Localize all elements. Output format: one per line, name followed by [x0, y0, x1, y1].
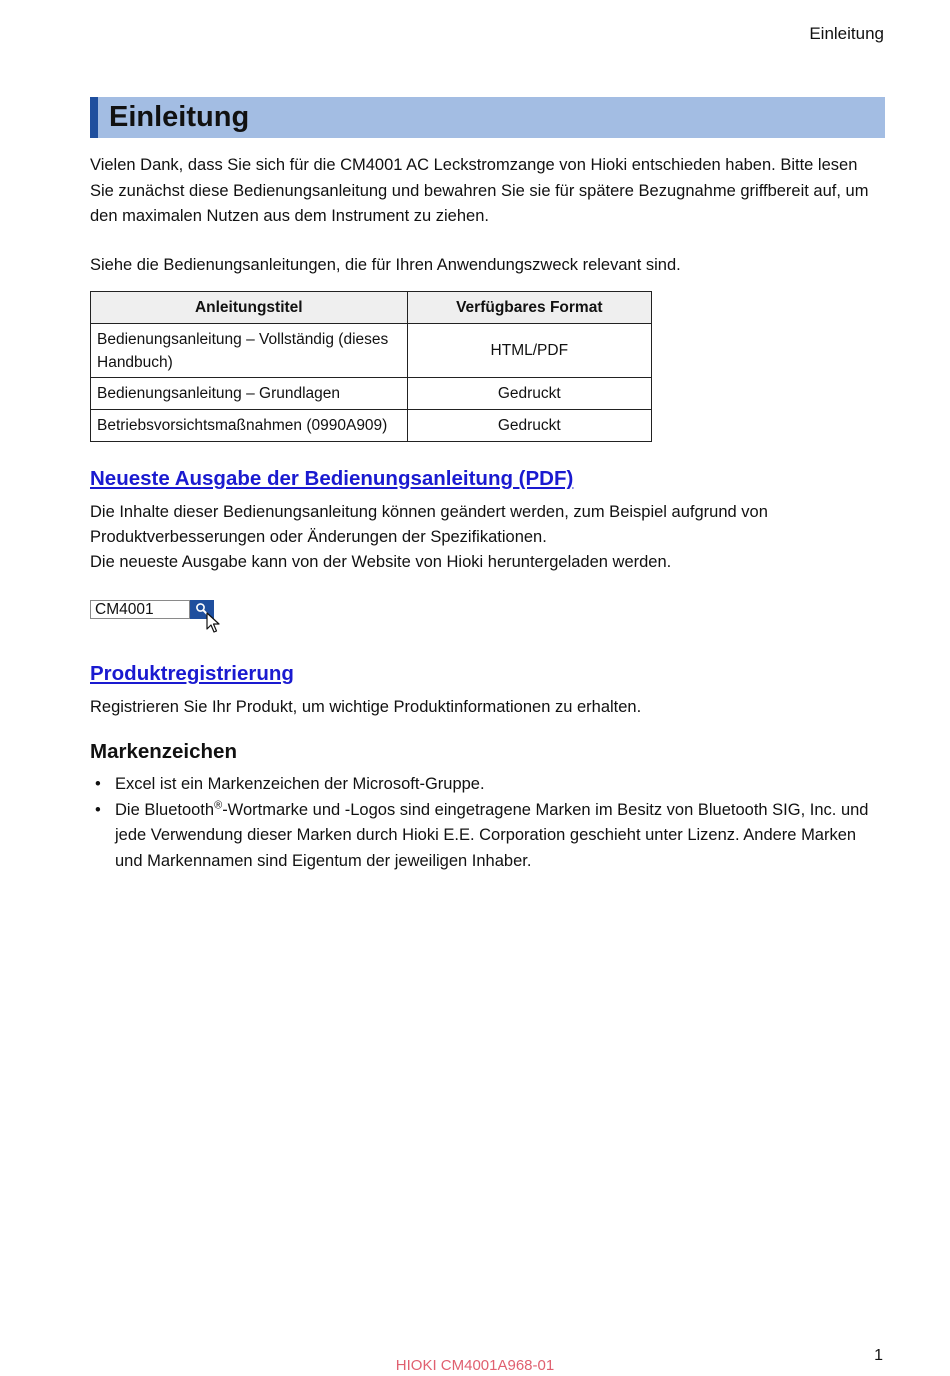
column-header-format: Verfügbares Format: [407, 292, 651, 324]
manual-format-cell: HTML/PDF: [407, 324, 651, 378]
latest-pdf-text: [90, 500, 885, 575]
table-row: [91, 324, 652, 378]
latest-pdf-line-1: Die Inhalte dieser Bedienungsanleitung können geändert werden, zum Beispiel aufgrund von Produktverbesserungen oder Änderungen der Spezifikationen.: [90, 503, 768, 546]
registered-mark: ®: [214, 799, 223, 811]
trademark-item-2-start: Die Bluetooth: [115, 800, 215, 819]
manual-title-cell: Betriebsvorsichtsmaßnahmen (0990A909): [91, 410, 408, 442]
search-widget: [90, 600, 230, 632]
trademark-item-2-rest: -Wortmarke und -Logos sind eingetragene Marken im Besitz von Bluetooth SIG, Inc. und jede Verwendung dieser Marken durch Hioki E.E. Corporation geschieht unter Lizenz. Andere Marken und Markennamen sind Eigentum der jeweiligen Inhaber.: [115, 800, 869, 870]
bullet-icon: •: [95, 775, 101, 793]
table-row: [91, 378, 652, 410]
latest-pdf-link[interactable]: Neueste Ausgabe der Bedienungsanleitung (PDF): [90, 467, 574, 490]
intro-paragraph: Vielen Dank, dass Sie sich für die CM4001 AC Leckstromzange von Hioki entschieden haben. Bitte lesen Sie zunächst diese Bedienungsanleitung und bewahren Sie sie für spätere Bezugnahme griffbereit auf, um den maximalen Nutzen aus dem Instrument zu ziehen.: [90, 156, 869, 225]
page-title: Einleitung: [109, 101, 250, 133]
registration-text: Registrieren Sie Ihr Produkt, um wichtige Produktinformationen zu erhalten.: [90, 698, 642, 716]
trademarks-list: [90, 772, 885, 874]
column-header-title: Anleitungstitel: [91, 292, 408, 324]
trademark-item-1: Excel ist ein Markenzeichen der Microsoft-Gruppe.: [115, 775, 485, 793]
document-id: HIOKI CM4001A968-01: [395, 1357, 555, 1374]
manual-format-cell: Gedruckt: [407, 410, 651, 442]
table-row: [91, 410, 652, 442]
manual-title-cell: Bedienungsanleitung – Grundlagen: [91, 378, 408, 410]
product-registration-link[interactable]: Produktregistrierung: [90, 662, 294, 685]
see-also-text: Siehe die Bedienungsanleitungen, die für Ihren Anwendungszweck relevant sind.: [90, 256, 681, 274]
page-title-bar: [90, 97, 885, 138]
search-input[interactable]: CM4001: [90, 600, 190, 619]
trademarks-heading: Markenzeichen: [90, 740, 237, 763]
manual-title-cell: Bedienungsanleitung – Vollständig (dieses Handbuch): [91, 324, 408, 378]
bullet-icon: •: [95, 800, 101, 819]
page-number: 1: [874, 1347, 883, 1364]
mouse-pointer-icon: [206, 612, 222, 634]
manual-format-cell: Gedruckt: [407, 378, 651, 410]
latest-pdf-line-2: Die neueste Ausgabe kann von der Website von Hioki heruntergeladen werden.: [90, 553, 672, 571]
table-header-row: [91, 292, 652, 324]
running-header: Einleitung: [809, 24, 884, 43]
manuals-table: [90, 291, 652, 442]
list-item: [90, 798, 885, 875]
list-item: [90, 772, 885, 798]
